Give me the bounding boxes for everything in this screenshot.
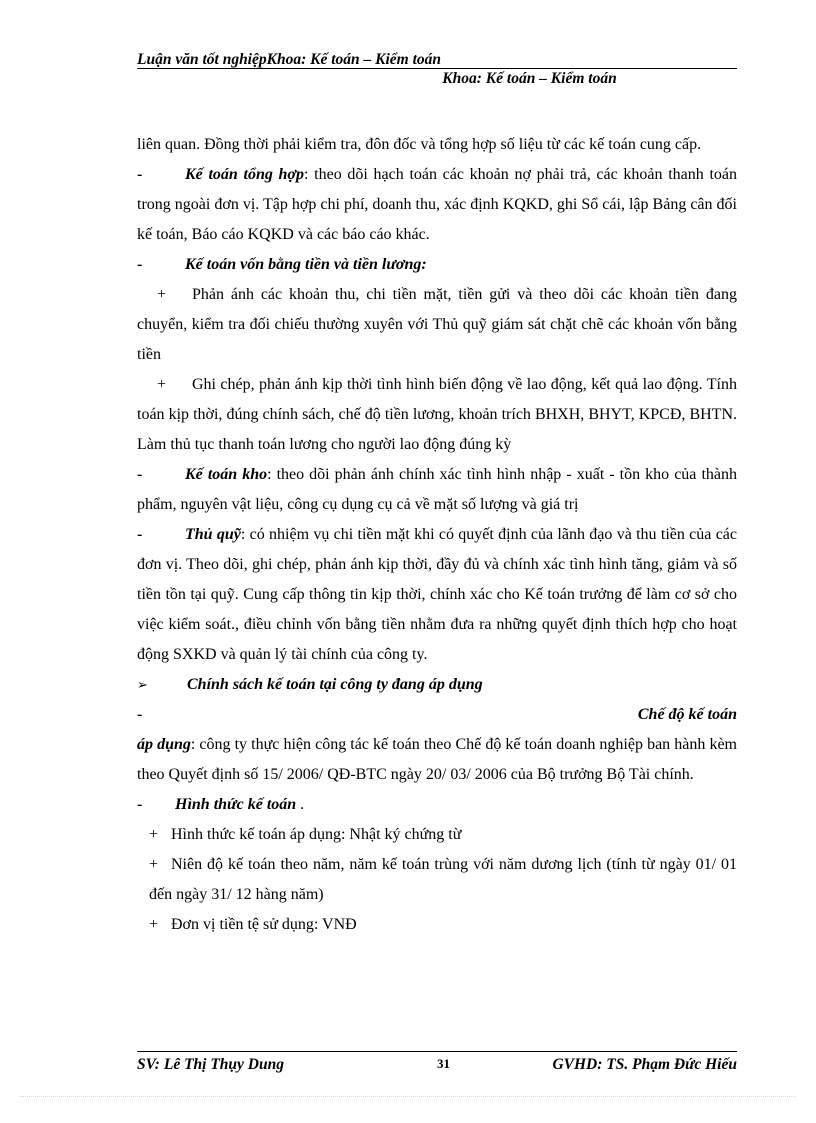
accounting-form-tail: . (296, 796, 305, 813)
paragraph-general-accountant (137, 160, 737, 250)
accounting-regime-text: : công ty thực hiện công tác kế toán theo Chế độ kế toán doanh nghiệp ban hành kèm theo Quyết định số 15/ 2006/ QĐ-BTC ngày 20/ 03/ 2006 của Bộ trưởng Bộ Tài chính. (137, 736, 737, 783)
accounting-policy-title: Chính sách kế toán tại công ty đang áp dụng (187, 676, 483, 693)
dash-bullet: - (137, 706, 143, 723)
paragraph-intro: liên quan. Đồng thời phải kiểm tra, đôn đốc và tổng hợp số liệu từ các kế toán cung cấp. (137, 136, 702, 153)
dash-bullet: - (137, 256, 143, 273)
paragraph-cash-salary-title (137, 250, 737, 280)
dash-bullet: - (137, 166, 143, 183)
paragraph-accounting-form-title (137, 790, 737, 820)
accounting-regime-title-cont: áp dụng (137, 736, 191, 753)
cash-duties-text: Phản ánh các khoản thu, chi tiền mặt, tiền gửi và theo dõi các khoản tiền đang chuyển, kiểm tra đối chiếu thường xuyên với Thủ quỹ giám sát chặt chẽ các khoản vốn bằng tiền (137, 286, 737, 363)
cash-salary-title: Kế toán vốn bằng tiền và tiền lương: (185, 256, 427, 273)
dash-bullet: - (137, 466, 143, 483)
paragraph-accounting-regime (137, 730, 737, 790)
list-item-fiscal-year (137, 850, 737, 910)
plus-bullet: + (157, 286, 167, 303)
cashier-text: : có nhiệm vụ chi tiền mặt khi có quyết định của lãnh đạo và thu tiền của các đơn vị. Theo dõi, ghi chép, phản ánh kịp thời, đầy đủ và chính xác tình hình tăng, giảm và số tiền tồn tại quỹ. Cung cấp thông tin kịp thời, chính xác cho Kế toán trưởng để làm cơ sở cho việc kiểm soát., điều chỉnh vốn bằng tiền nhằm đưa ra những quyết định thích hợp cho hoạt động SXKD và quản lý tài chính của công ty. (137, 526, 737, 663)
plus-bullet: + (149, 856, 159, 873)
accounting-form-item: Hình thức kế toán áp dụng: Nhật ký chứng từ (171, 826, 462, 843)
paragraph-cashier (137, 520, 737, 670)
page-number: 31 (437, 1056, 450, 1071)
dash-bullet: - (137, 796, 143, 813)
currency-item: Đơn vị tiền tệ sử dụng: VNĐ (171, 916, 357, 933)
footer-advisor: GVHD: TS. Phạm Đức Hiếu (552, 1056, 737, 1073)
header-divider (137, 68, 737, 69)
general-accountant-text: : theo dõi hạch toán các khoản nợ phải trả, các khoản thanh toán trong ngoài đơn vị. Tập hợp chi phí, doanh thu, xác định KQKD, ghi Sổ cái, lập Bảng cân đối kế toán, Báo cáo KQKD và các báo cáo khác. (137, 166, 737, 243)
footer-divider (137, 1051, 737, 1052)
footer-student: SV: Lê Thị Thụy Dung (137, 1056, 284, 1073)
plus-bullet: + (149, 916, 159, 933)
header-faculty: Khoa: Kế toán – Kiểm toán (442, 70, 617, 87)
arrow-bullet-icon: ➢ (137, 677, 148, 692)
paragraph-salary-duties (137, 370, 737, 460)
plus-bullet: + (157, 376, 167, 393)
cashier-title: Thủ quỹ (185, 526, 241, 543)
body-text (137, 130, 737, 940)
plus-bullet: + (149, 826, 159, 843)
list-item-currency (137, 910, 737, 940)
paragraph-accounting-regime-head (137, 700, 737, 730)
page-edge-divider (20, 1096, 796, 1097)
list-item-accounting-form (137, 820, 737, 850)
fiscal-year-item: Niên độ kế toán theo năm, năm kế toán trùng với năm dương lịch (tính từ ngày 01/ 01 đến ngày 31/ 12 hàng năm) (149, 856, 737, 903)
accounting-regime-title: Chế độ kế toán (637, 706, 737, 723)
paragraph-cash-duties (137, 280, 737, 370)
dash-bullet: - (137, 526, 143, 543)
general-accountant-title: Kế toán tổng hợp (185, 166, 305, 183)
salary-duties-text: Ghi chép, phản ánh kịp thời tình hình biến động về lao động, kết quả lao động. Tính toán kịp thời, đúng chính sách, chế độ tiền lương, khoản trích BHXH, BHYT, KPCĐ, BHTN. Làm thủ tục thanh toán lương cho người lao động đúng kỳ (137, 376, 737, 453)
accounting-form-title: Hình thức kế toán (175, 796, 297, 813)
section-heading (137, 670, 737, 700)
header-title: Luận văn tốt nghiệpKhoa: Kế toán – Kiểm toán (137, 51, 442, 68)
warehouse-accountant-title: Kế toán kho (185, 466, 268, 483)
warehouse-accountant-text: : theo dõi phản ánh chính xác tình hình nhập - xuất - tồn kho của thành phẩm, nguyên vật liệu, công cụ dụng cụ cả về mặt số lượng và giá trị (137, 466, 738, 513)
paragraph-warehouse-accountant (137, 460, 737, 520)
